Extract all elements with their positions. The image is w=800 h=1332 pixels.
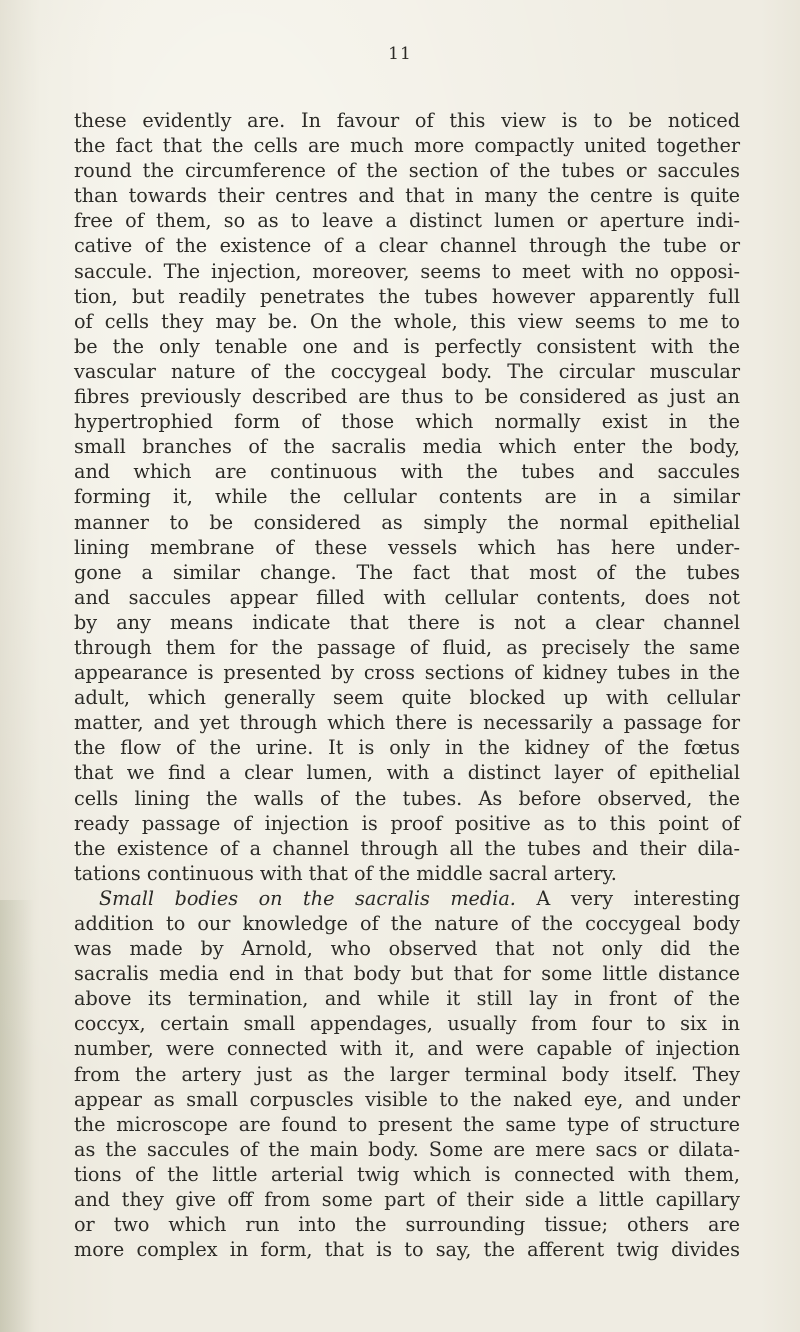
text-line: cative of the existence of a clear channel through the tube or (74, 234, 740, 258)
text-line: hypertrophied form of those which normally exist in the (74, 410, 740, 434)
page-edge-shadow (0, 900, 34, 1332)
text-line: appearance is presented by cross sections of kidney tubes in the (74, 661, 740, 685)
text-line: addition to our knowledge of the nature of the coccygeal body (74, 912, 740, 935)
text-line: as the saccules of the main body. Some are mere sacs or dilata- (74, 1137, 740, 1161)
text-line: and saccules appear filled with cellular contents, does not (74, 585, 740, 609)
text-line: from the artery just as the larger terminal body itself. They (74, 1062, 740, 1086)
text-line: fibres previously described are thus to be considered as just an (74, 385, 740, 409)
text-line: of cells they may be. On the whole, this view seems to me to (74, 309, 740, 333)
text-line: manner to be considered as simply the normal epithelial (74, 510, 740, 534)
text-line: free of them, so as to leave a distinct lumen or aperture indi- (74, 209, 740, 233)
text-line: and which are continuous with the tubes and saccules (74, 460, 740, 484)
text-line: adult, which generally seem quite blocked up with cellular (74, 686, 740, 710)
text-line: or two which run into the surrounding tissue; others are (74, 1213, 740, 1237)
text-line: matter, and yet through which there is necessarily a passage for (74, 711, 740, 735)
text-line: coccyx, certain small appendages, usually from four to six in (74, 1012, 740, 1036)
text-line: than towards their centres and that in many the centre is quite (74, 184, 740, 208)
text-line: tion, but readily penetrates the tubes however apparently full (74, 284, 740, 308)
text-line: tations continuous with that of the middle sacral artery. (74, 861, 617, 885)
text-line: tions of the little arterial twig which is connected with them, (74, 1162, 740, 1186)
text-line: the existence of a channel through all the tubes and their dila- (74, 836, 740, 860)
text-line: was made by Arnold, who observed that not only did the (74, 937, 740, 961)
text-line: by any means indicate that there is not a clear channel (74, 610, 740, 634)
text-line: that we find a clear lumen, with a distinct layer of epithelial (74, 761, 740, 785)
text-line: through them for the passage of fluid, as precisely the same (74, 635, 740, 659)
text-line: round the circumference of the section of the tubes or saccules (74, 159, 740, 183)
text-line: appear as small corpuscles visible to the naked eye, and under (74, 1087, 740, 1111)
text-line: the flow of the urine. It is only in the kidney of the fœtus (74, 736, 740, 760)
text-line: vascular nature of the coccygeal body. The circular muscular (74, 359, 740, 383)
text-line: cells lining the walls of the tubes. As before observed, the (74, 786, 740, 810)
section-first-line-text: A very interesting (536, 886, 741, 910)
text-line: small branches of the sacralis media which enter the body, (74, 435, 740, 459)
body-text (74, 108, 740, 1262)
text-line: these evidently are. In favour of this view is to be noticed (74, 109, 740, 132)
text-line: lining membrane of these vessels which has here under- (74, 535, 740, 559)
text-line: above its termination, and while it still lay in front of the (74, 987, 740, 1011)
text-line: more complex in form, that is to say, the afferent twig divides (74, 1238, 740, 1262)
section-first-line (74, 886, 740, 911)
page-number: 11 (388, 44, 412, 64)
text-line: saccule. The injection, moreover, seems to meet with no opposi- (74, 259, 740, 283)
text-line: and they give off from some part of their side a little capillary (74, 1188, 740, 1212)
text-line: sacralis media end in that body but that for some little distance (74, 962, 740, 986)
text-line: be the only tenable one and is perfectly consistent with the (74, 334, 740, 358)
text-line: ready passage of injection is proof positive as to this point of (74, 811, 740, 835)
text-line: gone a similar change. The fact that most of the tubes (74, 560, 740, 584)
text-line: the fact that the cells are much more compactly united together (74, 134, 740, 158)
text-line: number, were connected with it, and were capable of injection (74, 1037, 740, 1061)
text-line: the microscope are found to present the same type of structure (74, 1112, 740, 1136)
section-heading: Small bodies on the sacralis media. (99, 886, 516, 910)
text-line: forming it, while the cellular contents are in a similar (74, 485, 740, 509)
